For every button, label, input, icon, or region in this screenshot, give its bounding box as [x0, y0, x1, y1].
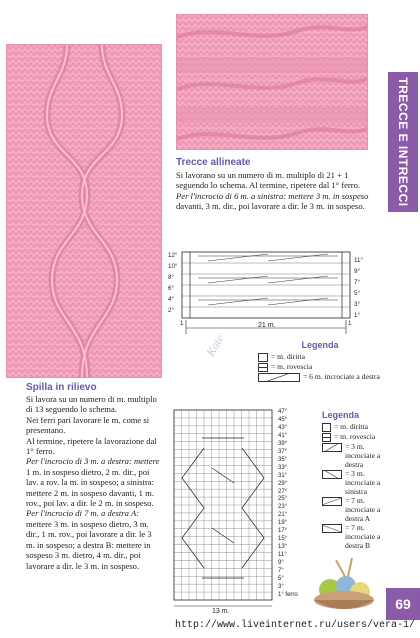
- legend-item-cable3-left: = 3 m. incrociate a sinistra: [322, 469, 384, 496]
- pattern2-line: sospeso 3 m. dietro, 4 m. dir., poi: [26, 550, 141, 561]
- pattern2-line: Al termine, ripetere la lavorazione dal: [26, 435, 157, 446]
- row-label: 7°: [354, 279, 360, 286]
- row-label: 5°: [354, 290, 360, 297]
- row-label: 23°: [278, 504, 288, 511]
- pattern1-row-labels-right: [354, 255, 363, 321]
- row-label: 33°: [278, 464, 288, 471]
- cable-7a-icon: [322, 497, 342, 506]
- row-label: 8°: [168, 274, 174, 281]
- swatch-photo-spilla: [6, 44, 162, 378]
- row-label: 19°: [278, 520, 288, 527]
- row-label: 9°: [354, 268, 360, 275]
- row-label: 45°: [278, 416, 288, 423]
- pattern1-line: davanti, 3 m. dir., poi lavorare a dir. le 3 m. in sospeso.: [176, 201, 365, 212]
- purl-symbol-icon: [322, 433, 331, 442]
- yarn-bowl-image: [306, 556, 380, 616]
- pattern2-legend: [322, 410, 384, 550]
- pattern2-line: 1° ferro.: [26, 446, 55, 457]
- row-label: 10°: [168, 263, 178, 270]
- pattern1-row-labels-left: [168, 250, 177, 316]
- purl-symbol-icon: [258, 363, 268, 372]
- knit-symbol-icon: [322, 423, 331, 432]
- pattern1-chart: [168, 248, 376, 338]
- row-label: 29°: [278, 480, 288, 487]
- pattern2-instructions: [26, 394, 168, 571]
- row-label: 15°: [278, 536, 288, 543]
- row-label: 4°: [168, 296, 174, 303]
- pattern2-grid: [172, 408, 276, 610]
- section-tab: [388, 72, 418, 212]
- row-label: 27°: [278, 488, 288, 495]
- cable-7b-icon: [322, 524, 342, 533]
- row-label: 25°: [278, 496, 288, 503]
- row-label: 13°: [278, 544, 288, 551]
- row-label: 3°: [354, 301, 360, 308]
- row-label: 6°: [168, 285, 174, 292]
- legend-item-cable7-a: = 7 m. incrociate a destra A: [322, 496, 384, 523]
- pattern2-line: Per l'incrocio di 3 m. a destra: mettere: [26, 456, 160, 467]
- row-label: 1°: [354, 312, 360, 319]
- pattern1-title: Trecce allineate: [176, 157, 251, 168]
- pattern1-legend-title: Legenda: [301, 340, 339, 350]
- pattern2-line: lav. a rov. la m. in sospeso; a sinistra:: [26, 477, 155, 488]
- page-number: 69: [386, 588, 420, 620]
- row-label: 35°: [278, 456, 288, 463]
- legend-item-purl: = m. rovescia: [322, 432, 384, 442]
- row-label: 17°: [278, 528, 288, 535]
- watermark-text: Kate: [203, 331, 227, 359]
- row-label: 47°: [278, 409, 288, 415]
- row-label: 39°: [278, 440, 288, 447]
- section-tab-label: TRECCE E INTRECCI: [396, 77, 410, 207]
- row-label: 21°: [278, 512, 288, 519]
- pattern1-width-label: 21 m.: [258, 322, 276, 329]
- legend-item-cable3-right: = 3 m. incrociate a destra: [322, 442, 384, 469]
- legend-item-knit: = m. diritta: [258, 352, 382, 362]
- row-label: 3°: [278, 583, 284, 590]
- pattern2-line: presentano.: [26, 425, 66, 436]
- cable-6-symbol-icon: [258, 373, 300, 382]
- row-label: 9°: [278, 560, 284, 567]
- row-label: 5°: [278, 576, 284, 583]
- row-label: 43°: [278, 424, 288, 431]
- pattern2-legend-title: Legenda: [322, 410, 360, 420]
- legend-item-cable7-b: = 7 m. incrociate a destra B: [322, 523, 384, 550]
- row-label: 2°: [168, 307, 174, 314]
- row-label: 7°: [278, 568, 284, 575]
- pattern2-line: Si lavora su un numero di m. multiplo: [26, 394, 157, 404]
- knit-symbol-icon: [258, 353, 268, 362]
- row-label: 41°: [278, 432, 288, 439]
- row-label: 11°: [278, 552, 287, 559]
- pattern2-width-label: 13 m.: [212, 608, 230, 615]
- pattern2-line: 1 m. in sospeso dietro, 2 m. dir., poi: [26, 466, 150, 477]
- row-label: 12°: [168, 252, 178, 259]
- pattern2-row-labels: [278, 409, 298, 600]
- legend-item-cable6: = 6 m. incrociate a destra: [258, 372, 382, 382]
- pattern1-legend: [258, 340, 382, 382]
- row-label: 11°: [354, 257, 363, 264]
- pattern2-line: mettere 3 m. in sospeso dietro, 3 m.: [26, 518, 149, 529]
- row-label: 37°: [278, 448, 288, 455]
- pattern1-edge-right: 1: [348, 320, 352, 327]
- pattern2-line: di 13 seguendo lo schema.: [26, 404, 117, 415]
- pattern2-line: rov., poi lav. a dir. le 2 m. in sospeso.: [26, 498, 154, 509]
- pattern2-line: Per l'incrocio di 7 m. a destra A:: [26, 508, 140, 519]
- pattern2-title: Spilla in rilievo: [26, 382, 97, 393]
- row-label: 1° ferro: [278, 591, 298, 598]
- legend-item-knit: = m. diritta: [322, 422, 384, 432]
- pattern2-line: dir., 1 m. rov., poi lavorare a dir. le 3: [26, 529, 152, 540]
- row-label: 31°: [278, 472, 288, 479]
- cable-3-right-icon: [322, 443, 342, 452]
- pattern1-line: Si lavorano su un numero di m. multiplo di 21 + 1: [176, 170, 349, 180]
- cable-3-left-icon: [322, 470, 342, 479]
- pattern1-line: seguendo lo schema. Al termine, ripetere dal 1° ferro.: [176, 180, 361, 191]
- legend-item-purl: = m. rovescia: [258, 362, 382, 372]
- pattern2-line: lavorare a dir. le 3 m. in sospeso.: [26, 560, 140, 571]
- pattern2-line: m. in sospeso; a destra B: mettere in: [26, 539, 151, 550]
- pattern1-edge-left: 1: [180, 320, 184, 327]
- swatch-photo-trecce: [176, 14, 368, 150]
- pattern2-line: Nei ferri pari lavorare le m. come si: [26, 414, 150, 425]
- pattern1-line: Per l'incrocio di 6 m. a sinistra: mettere 3 m. in sospeso: [176, 190, 369, 201]
- footer-url[interactable]: http://www.liveinternet.ru/users/vera-1/: [175, 620, 416, 631]
- pattern1-instructions: [176, 170, 381, 212]
- pattern2-line: mettere 2 m. in sospeso davanti, 1 m.: [26, 487, 154, 498]
- pattern2-chart: [172, 408, 298, 620]
